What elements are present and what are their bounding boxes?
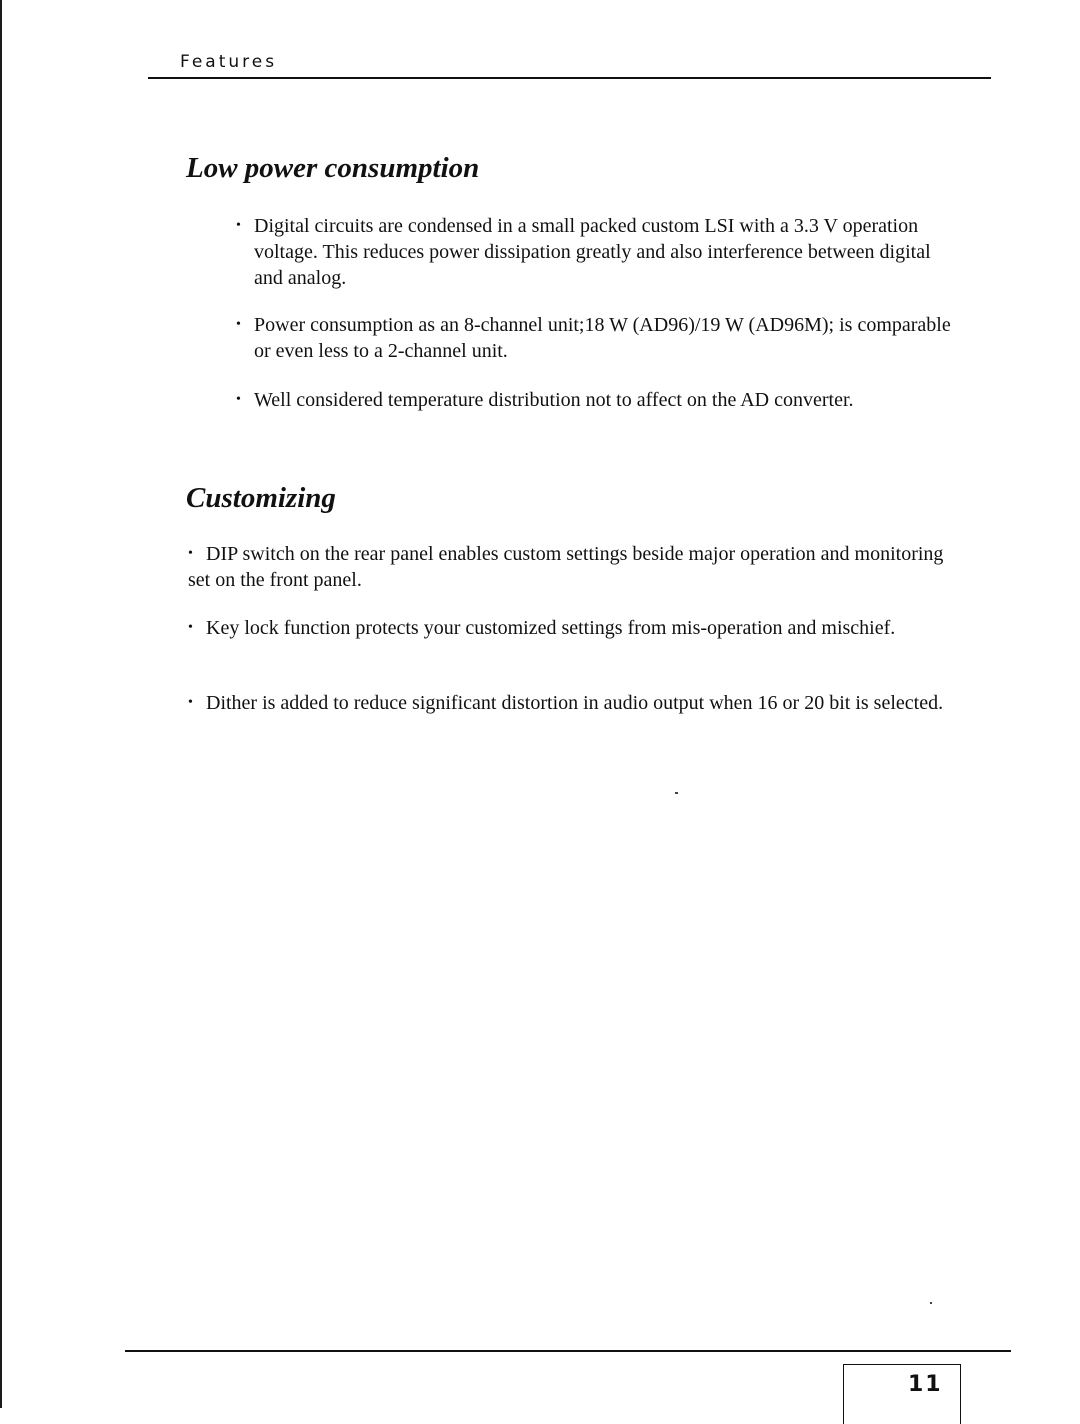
scan-speck bbox=[675, 792, 678, 794]
bullet-item bbox=[236, 213, 956, 291]
bullet-dot: • bbox=[188, 695, 193, 710]
bullet-item bbox=[236, 312, 956, 364]
bullet-dot: • bbox=[236, 392, 241, 407]
page-number-box bbox=[843, 1364, 961, 1424]
running-header: Features bbox=[180, 52, 278, 72]
section-heading-low-power: Low power consumption bbox=[186, 152, 480, 184]
bullet-text: Key lock function protects your customized settings from mis-operation and mischief. bbox=[206, 617, 896, 639]
bullet-text: Power consumption as an 8-channel unit;18 W (AD96)/19 W (AD96M); is comparable or even less to a 2-channel unit. bbox=[254, 314, 951, 362]
bullet-item bbox=[188, 541, 958, 593]
bullet-dot: • bbox=[188, 620, 193, 635]
bullet-text: Well considered temperature distribution not to affect on the AD converter. bbox=[254, 389, 854, 411]
section-heading-customizing: Customizing bbox=[186, 482, 336, 514]
page-number: 11 bbox=[908, 1372, 943, 1397]
bullet-text: Dither is added to reduce significant distortion in audio output when 16 or 20 bit is selected. bbox=[206, 692, 944, 714]
footer-rule bbox=[125, 1350, 1011, 1352]
bullet-item bbox=[188, 615, 958, 641]
bullet-text: DIP switch on the rear panel enables custom settings beside major operation and monitoring set on the front panel. bbox=[188, 543, 944, 591]
bullet-dot: • bbox=[236, 317, 241, 332]
header-rule bbox=[148, 77, 991, 79]
bullet-dot: • bbox=[188, 546, 193, 561]
bullet-text: Digital circuits are condensed in a small packed custom LSI with a 3.3 V operation voltage. This reduces power dissipation greatly and also interference between digital and analog. bbox=[254, 215, 931, 289]
scan-speck bbox=[930, 1302, 932, 1304]
page-left-edge bbox=[0, 0, 2, 1408]
bullet-dot: • bbox=[236, 218, 241, 233]
bullet-item bbox=[236, 387, 956, 413]
bullet-item bbox=[188, 690, 958, 716]
